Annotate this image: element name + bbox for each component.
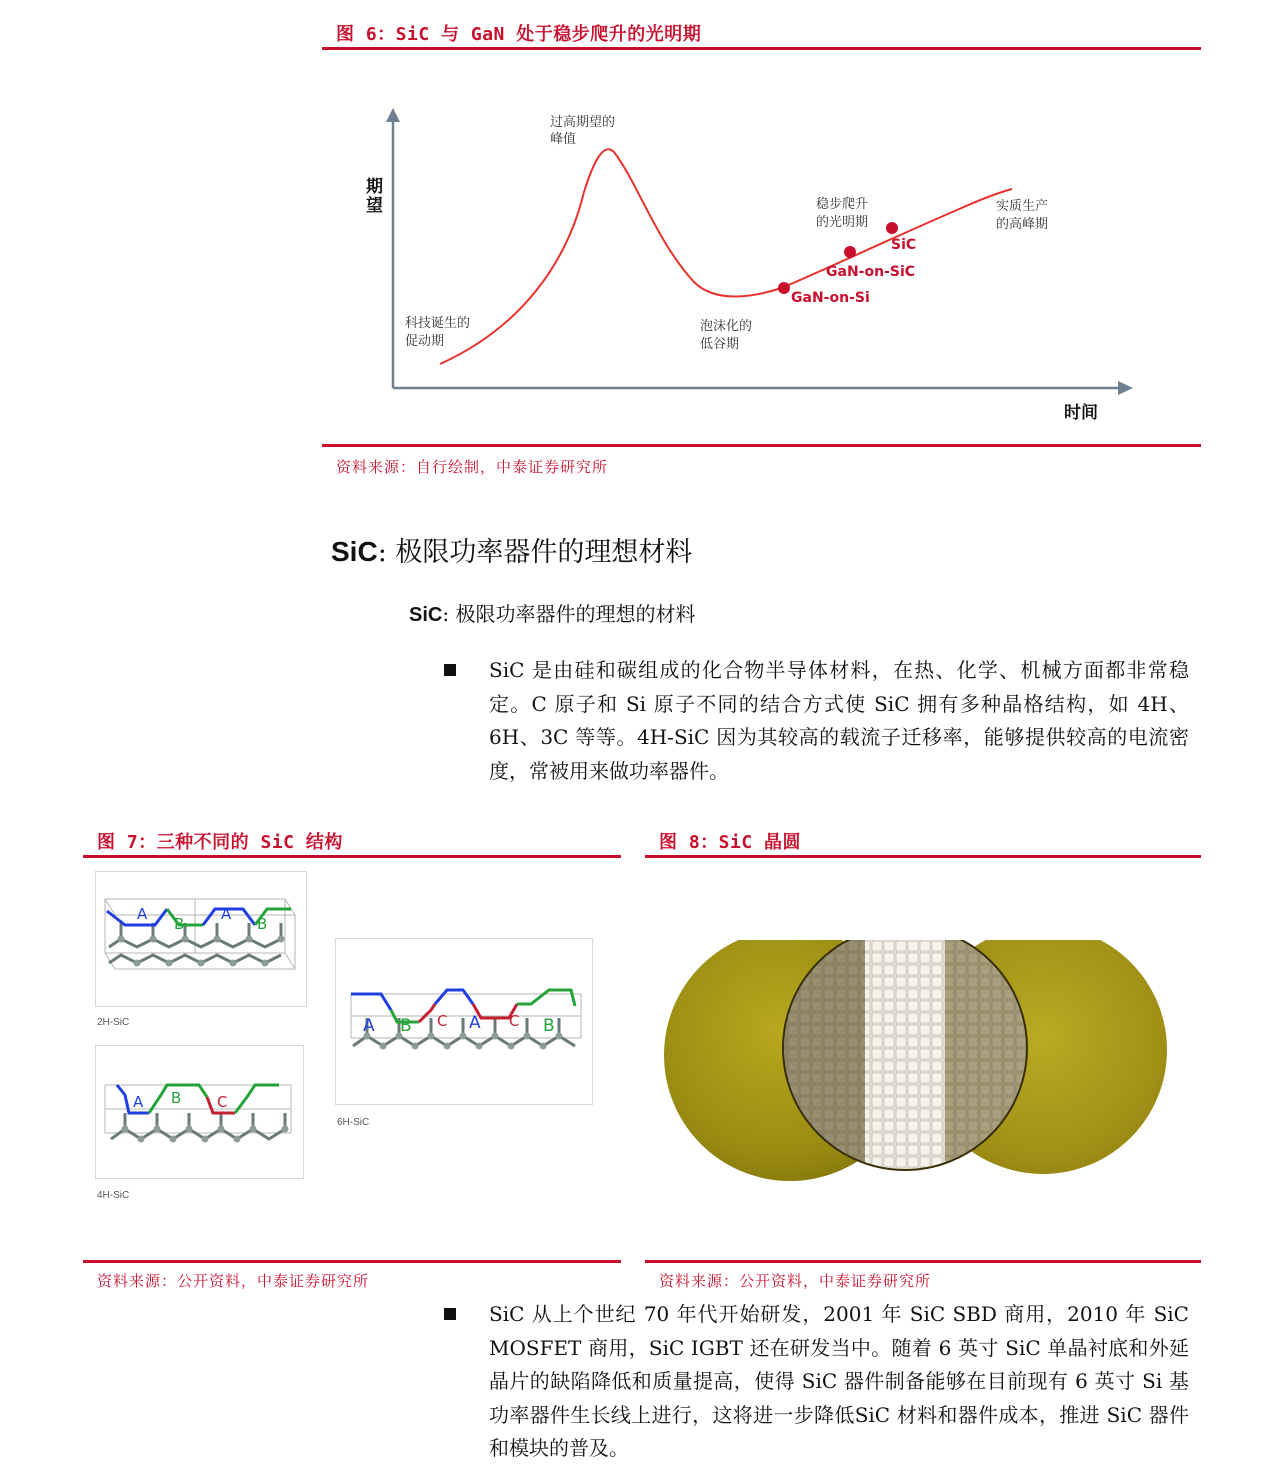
6h-letter-c2: C [509,1012,520,1030]
paragraph-1: SiC 是由硅和碳组成的化合物半导体材料，在热、化学、机械方面都非常稳定。C 原子和 Si 原子不同的结合方式使 SiC 拥有多种晶格结构，如 4H、6H、3C 等等。4H-SiC 因为其较高的载流子迁移率，能够提供较高的电流密度，常被用来做功率器件。 [489,658,1189,783]
section-heading [331,530,692,569]
gan-on-si-point-label: GaN-on-Si [791,290,870,306]
gan-on-si-dot [778,282,790,294]
figure-7-top-rule [83,855,621,858]
section-heading-rest: : 极限功率器件的理想材料 [377,537,693,568]
x-axis-label: 时间 [1064,403,1098,423]
sic-dot [886,222,898,234]
y-axis-label-1: 期 [366,177,383,197]
gan-on-sic-point-label: GaN-on-SiC [826,264,916,280]
subsection-heading-rest: : 极限功率器件的理想的材料 [442,602,696,626]
6h-letter-b1: B [400,1016,412,1036]
figure-8-source: 资料来源：公开资料，中泰证券研究所 [659,1272,932,1290]
trough-annotation-line2: 低谷期 [700,337,740,352]
y-axis-label-2: 望 [366,196,383,216]
figure-7-title: 图 7：三种不同的 SiC 结构 [97,832,343,853]
figure-6-top-rule [322,47,1201,50]
figure-6-title: 图 6：SiC 与 GaN 处于稳步爬升的光明期 [336,24,702,45]
6h-letter-a2: A [469,1013,481,1033]
2h-letter-a2: A [221,905,232,923]
trigger-annotation-line1: 科技诞生的 [405,316,471,331]
figure-7-source: 资料来源：公开资料，中泰证券研究所 [97,1272,370,1290]
sic-2h-structure-image [95,871,307,1007]
plateau-annotation-line1: 实质生产 [996,199,1049,214]
x-axis-arrow [1118,381,1133,395]
4h-letter-a: A [133,1093,144,1111]
trough-annotation-line1: 泡沫化的 [700,319,753,334]
bullet-marker [444,1308,456,1320]
2h-letter-b1: B [174,915,185,933]
bullet-marker [444,664,456,676]
subsection-heading [409,598,695,627]
sic-wafers-photo [655,940,1175,1190]
label-2h-sic: 2H-SiC [97,1017,130,1028]
paragraph-2: SiC 从上个世纪 70 年代开始研发，2001 年 SiC SBD 商用，2010 年 SiC MOSFET 商用，SiC IGBT 还在研发当中。随着 6 英寸 SiC 单晶衬底和外延晶片的缺陷降低和质量提高，使得 SiC 器件制备能够在目前现有 6 英寸 Si 基功率器件生长线上进行，这将进一步降低SiC 材料和器件成本，推进 SiC 器件和模块的普及。 [489,1302,1189,1460]
2h-letter-b2: B [257,915,268,933]
figure-8-title: 图 8：SiC 晶圆 [659,832,802,853]
4h-letter-c: C [217,1093,228,1111]
figure-6-source: 资料来源：自行绘制，中泰证券研究所 [336,458,609,476]
4h-letter-b: B [171,1089,182,1107]
2h-letter-a1: A [137,905,148,923]
figure-7-bottom-rule [83,1260,621,1263]
trigger-annotation-line2: 促动期 [405,334,445,349]
figure-8-bottom-rule [645,1260,1201,1263]
slope-annotation-line1: 稳步爬升 [816,197,869,212]
sic-4h-structure-image [95,1045,304,1179]
slope-annotation-line2: 的光明期 [816,215,869,230]
section-heading-bold: SiC [331,536,378,567]
6h-letter-a1: A [363,1016,375,1036]
6h-letter-c1: C [437,1012,448,1030]
subsection-heading-bold: SiC [409,604,443,626]
y-axis-arrow [386,108,400,122]
sic-point-label: SiC [891,237,917,253]
plateau-annotation-line2: 的高峰期 [996,217,1049,232]
figure-8-top-rule [645,855,1201,858]
figure-6-bottom-rule [322,444,1201,447]
peak-annotation-line2: 峰值 [550,132,577,147]
hype-cycle-chart [322,52,1201,442]
label-4h-sic: 4H-SiC [97,1190,130,1201]
gan-on-sic-dot [844,246,856,258]
6h-letter-b2: B [543,1016,555,1036]
label-6h-sic: 6H-SiC [337,1117,370,1128]
sic-6h-structure-image [335,938,593,1105]
peak-annotation-line1: 过高期望的 [550,115,616,130]
